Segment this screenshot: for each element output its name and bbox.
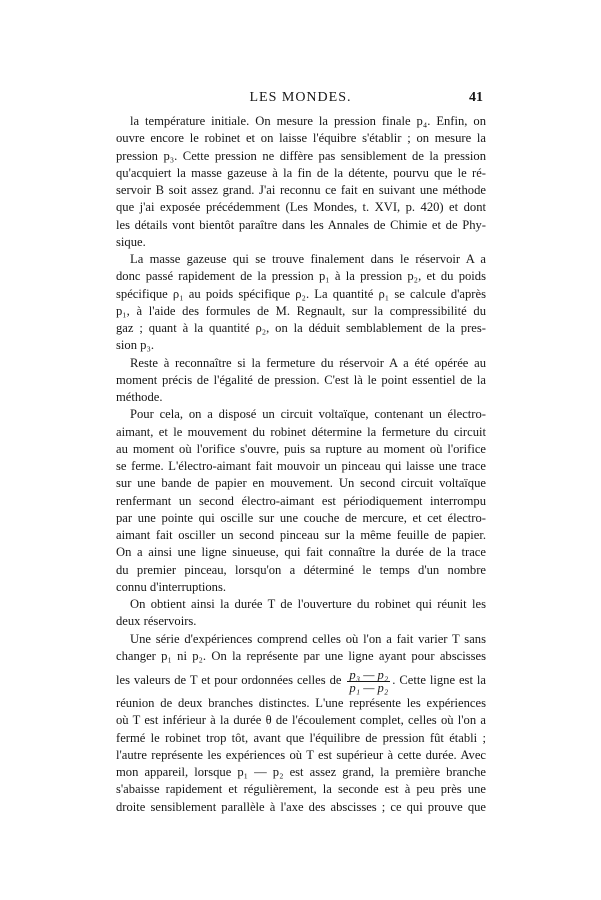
- text-line: que j'ai exposée précédemment (Les Mondes, t. XVI, p. 420) et dont: [116, 200, 486, 215]
- page-number: 41: [469, 90, 483, 105]
- text-line-with-fraction: [116, 665, 486, 695]
- text-line: la température initiale. On mesure la pression finale p₄. Enfin, on: [130, 114, 486, 128]
- paragraph: [116, 251, 486, 355]
- text-line: On obtient ainsi la durée T de l'ouverture du robinet qui réunit les: [130, 597, 486, 611]
- text-line: Reste à reconnaître si la fermeture du réservoir A a été opérée au: [130, 355, 486, 370]
- text-line: aimant, et le mouvement du robinet détermine la fermeture du circuit: [116, 424, 486, 439]
- text-line: La masse gazeuse qui se trouve finalement dans le réservoir A a: [130, 252, 486, 266]
- fraction-lead-text: les valeurs de T et pour ordonnées celles de: [116, 673, 342, 687]
- text-line: gaz ; quant à la quantité ρ₂, on la déduit semblablement de la pres-: [116, 321, 486, 335]
- pressure-ratio-fraction: [347, 669, 390, 694]
- text-line: se ferme. L'électro-aimant fait mouvoir un pinceau qui laisse une trace: [116, 459, 486, 473]
- text-line: fermé le robinet trop tôt, avant que l'équilibre de pression fût établi ;: [116, 730, 486, 745]
- paragraph: [116, 355, 486, 407]
- text-line: spécifique ρ₁ au poids spécifique ρ₂. La quantité ρ₁ se calcule d'après: [116, 286, 486, 301]
- text-line: changer p₁ ni p₂. On la représente par une ligne ayant pour abscisses: [116, 648, 486, 663]
- text-line: sion p₃.: [116, 338, 154, 353]
- paragraph: [116, 406, 486, 596]
- text-line: droite sensiblement parallèle à l'axe des abscisses ; ce qui prouve que: [116, 799, 486, 814]
- paragraph-group: [116, 113, 486, 631]
- fraction-trail-text: . Cette ligne est la: [392, 673, 486, 687]
- body-text: [116, 113, 486, 816]
- paragraph: [116, 113, 486, 251]
- text-line: servoir B soit assez grand. J'ai reconnu ce fait en suivant une méthode: [116, 183, 486, 197]
- paragraph: [116, 596, 486, 631]
- text-line: Une série d'expériences comprend celles où l'on a fait varier T sans: [130, 631, 486, 646]
- text-line: réunion de deux branches distinctes. L'une représente les expériences: [116, 696, 486, 710]
- fraction-numerator: p₃ — p₂: [349, 667, 389, 682]
- text-line: Pour cela, on a disposé un circuit voltaïque, contenant un électro-: [130, 407, 486, 422]
- text-line: moment précis de l'égalité de pression. C'est là le point essentiel de la: [116, 372, 486, 387]
- text-line: du premier pinceau, lorsqu'on a déterminé le temps d'un nombre: [116, 562, 486, 577]
- text-line: qu'acquiert la masse gazeuse à la fin de la détente, pourvu que le ré-: [116, 165, 486, 180]
- text-line: les détails vont bientôt paraître dans les Annales de Chimie et de Phy-: [116, 217, 486, 232]
- paragraph-series-experiments: [116, 631, 486, 816]
- text-line: sur une bande de papier en mouvement. Un second circuit voltaïque: [116, 476, 486, 491]
- text-line: p₁, à l'aide des formules de M. Regnault, sur la compressibilité du: [116, 303, 486, 318]
- text-line: au moment où l'orifice s'ouvre, puis sa rupture au moment où l'orifice: [116, 441, 486, 456]
- text-line: l'autre représente les expériences où T est supérieur à cette durée. Avec: [116, 747, 486, 762]
- text-line: pression p₃. Cette pression ne diffère pas sensiblement de la pression: [116, 148, 486, 163]
- text-line: aimant fait osciller un second pinceau sur la même feuille de papier.: [116, 528, 486, 542]
- running-head-title: LES MONDES.: [249, 90, 352, 105]
- text-line: connu d'interruptions.: [116, 579, 226, 594]
- text-line: deux réservoirs.: [116, 614, 197, 629]
- text-line: par une pointe qui oscille sur une couche de mercure, et cet électro-: [116, 510, 486, 525]
- text-line: mon appareil, lorsque p₁ — p₂ est assez grand, la première branche: [116, 765, 486, 779]
- text-line: On a ainsi une ligne sinueuse, qui fait connaître la durée de la trace: [116, 545, 486, 560]
- running-head: [0, 90, 601, 112]
- text-line: où T est inférieur à la durée θ de l'écoulement complet, celles où l'on a: [116, 713, 486, 728]
- text-line: méthode.: [116, 390, 163, 404]
- text-line: renfermant un second électro-aimant est périodiquement interrompu: [116, 493, 486, 508]
- fraction-denominator: p₁ — p₂: [349, 680, 389, 695]
- text-line: ouvre encore le robinet et on laisse l'équibre s'établir ; on mesure la: [116, 131, 486, 146]
- text-line: donc passé rapidement de la pression p₁ à la pression p₂, et du poids: [116, 269, 486, 284]
- paragraph-continuation: [116, 695, 486, 816]
- text-line: s'abaisse rapidement et régulièrement, la seconde est à peu près une: [116, 782, 486, 797]
- text-line: sique.: [116, 234, 146, 249]
